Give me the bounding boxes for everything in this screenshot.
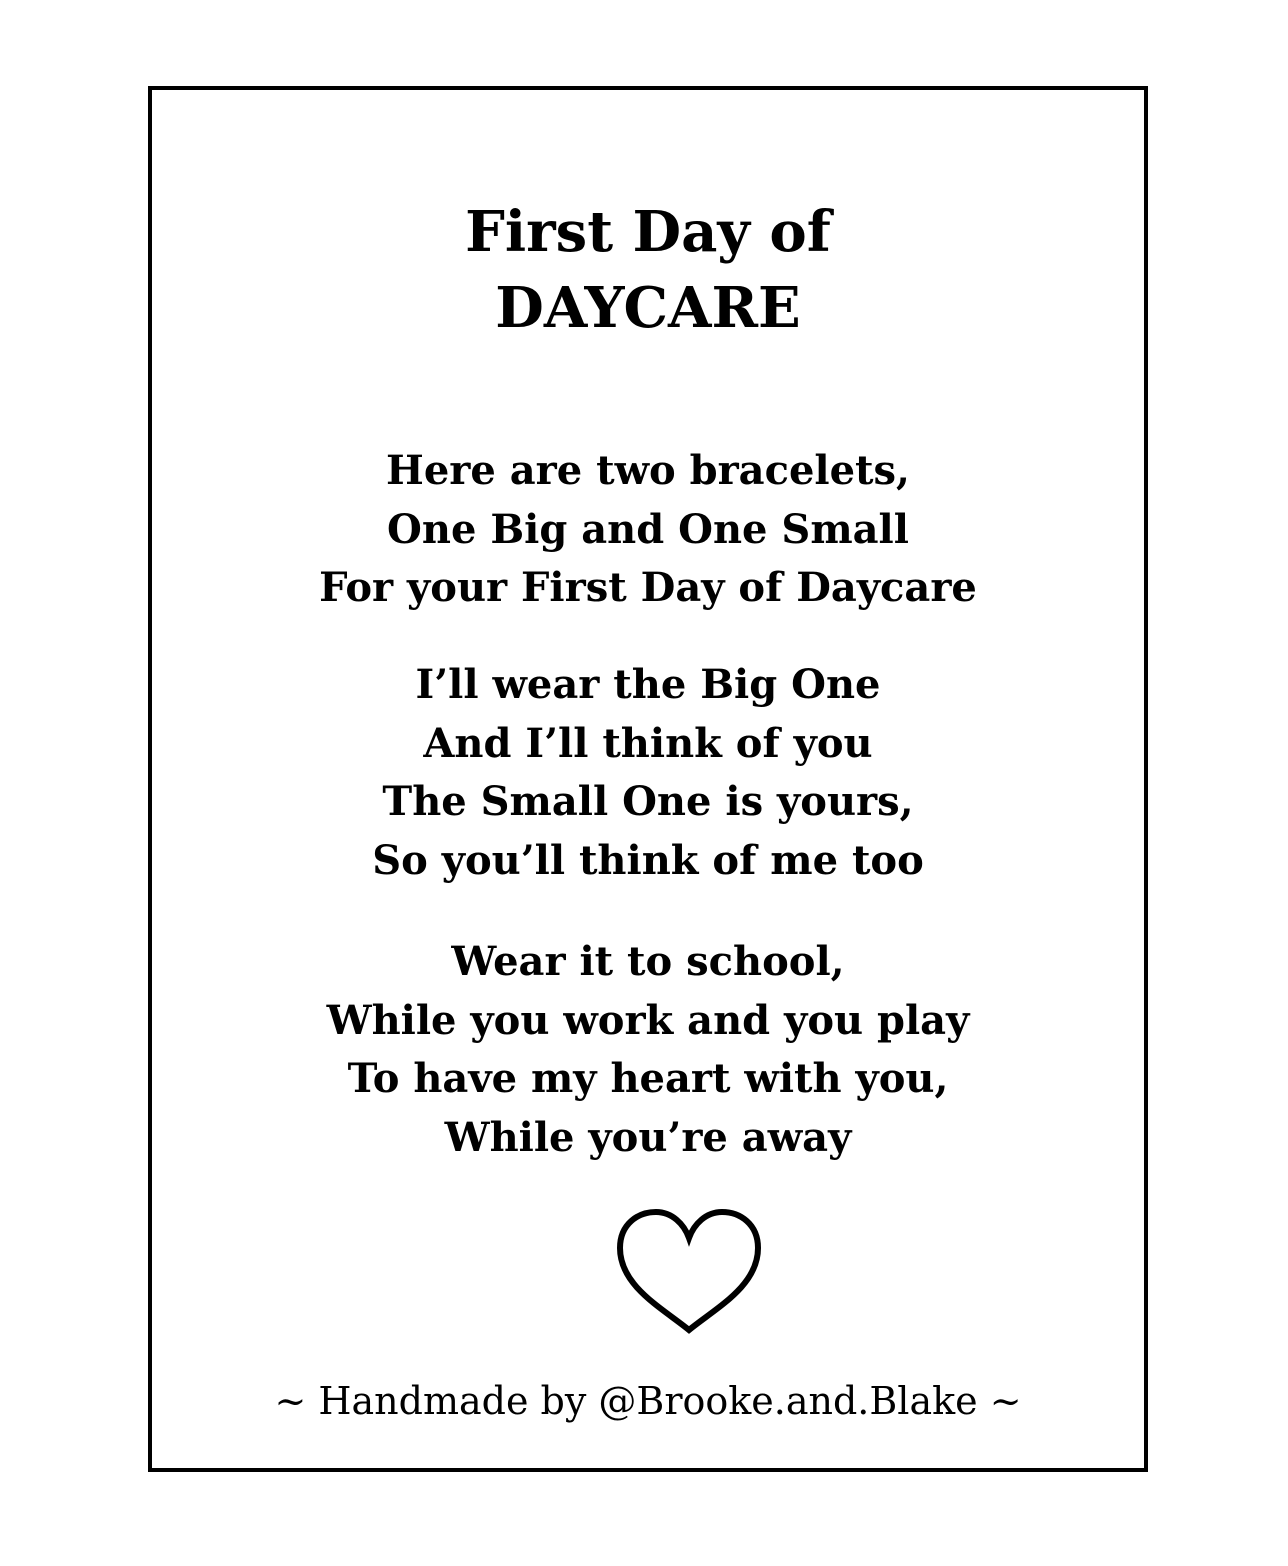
title-line-1: First Day of	[465, 199, 831, 265]
poem-line: And I’ll think of you	[423, 719, 873, 767]
poem-line: To have my heart with you,	[347, 1055, 949, 1102]
stanza-2	[152, 656, 1144, 890]
poem-line: For your First Day of Daycare	[319, 564, 977, 611]
poem-line: The Small One is yours,	[382, 778, 914, 825]
poem-title	[152, 194, 1144, 346]
stanza-3	[152, 933, 1144, 1167]
poem-line: So you’ll think of me too	[372, 836, 924, 884]
poem-line: Wear it to school,	[451, 938, 845, 985]
stanza-1	[152, 442, 1144, 618]
poem-line: While you work and you play	[326, 996, 970, 1044]
heart-outline-icon	[614, 1208, 764, 1338]
poem-card	[148, 86, 1148, 1472]
poem-line: One Big and One Small	[387, 505, 909, 553]
poem-line: While you’re away	[444, 1113, 852, 1161]
poem-line: Here are two bracelets,	[386, 447, 910, 494]
signature: ~ Handmade by @Brooke.and.Blake ~	[274, 1379, 1022, 1423]
title-line-2: DAYCARE	[495, 275, 801, 341]
poem-line: I’ll wear the Big One	[415, 661, 881, 708]
